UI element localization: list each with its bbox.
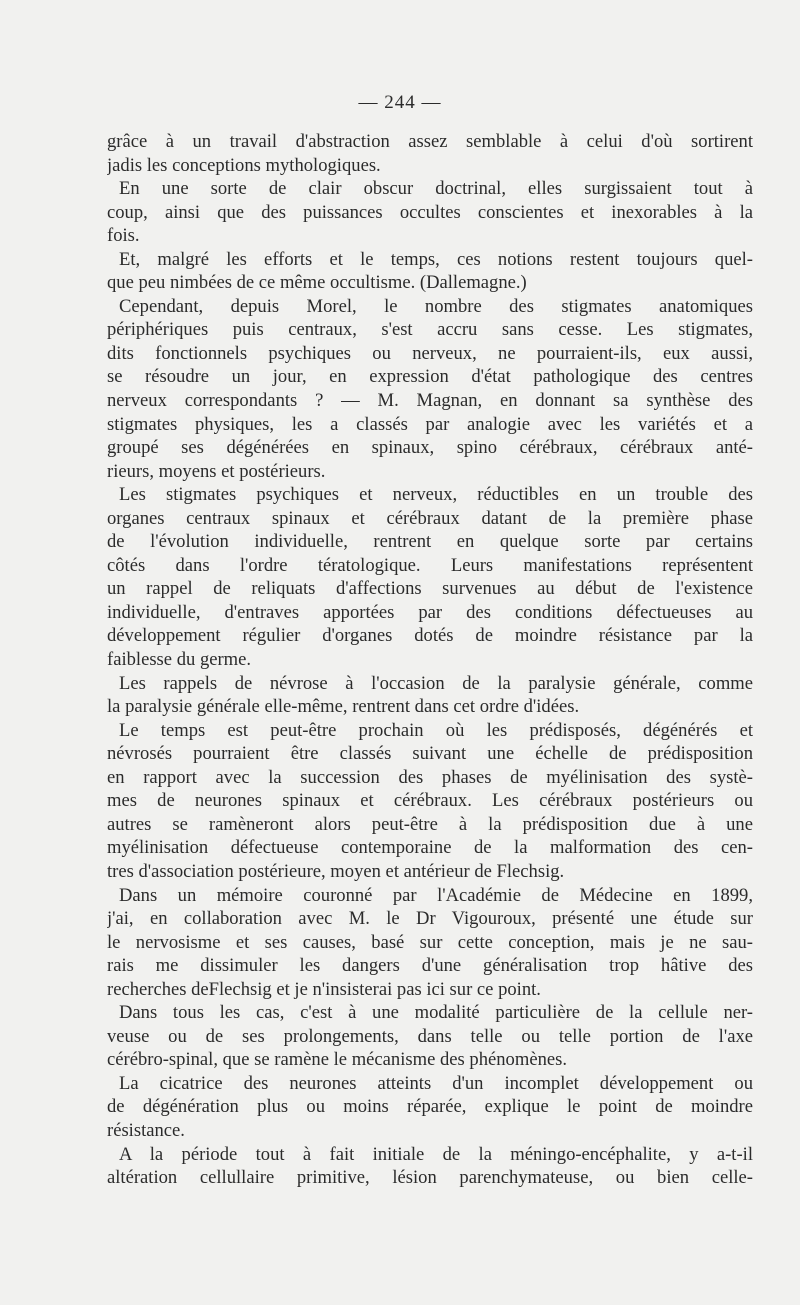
text-line: j'ai, en collaboration avec M. le Dr Vigouroux, présenté une étude sur [107,908,753,930]
text-line: Et, malgré les efforts et le temps, ces notions restent toujours quel- [119,248,753,270]
text-line: que peu nimbées de ce même occultisme. (Dallemagne.) [107,272,527,294]
text-line: individuelle, d'entraves apportées par des conditions défectueuses au [107,601,753,623]
text-line: recherches deFlechsig et je n'insisterai pas ici sur ce point. [107,978,541,1000]
text-line: un rappel de reliquats d'affections survenues au début de l'existence [107,578,753,600]
text-line: Le temps est peut-être prochain où les prédisposés, dégénérés et [119,719,753,741]
text-line: le nervosisme et ses causes, basé sur cette conception, mais je ne sau- [107,931,753,953]
text-line: grâce à un travail d'abstraction assez semblable à celui d'où sortirent [107,131,753,152]
text-line: la paralysie générale elle-même, rentrent dans cet ordre d'idées. [107,696,580,718]
text-line: côtés dans l'ordre tératologique. Leurs manifestations représentent [107,554,753,576]
text-line: autres se ramèneront alors peut-être à la prédisposition due à une [107,813,753,835]
text-line: mes de neurones spinaux et cérébraux. Les cérébraux postérieurs ou [107,790,753,812]
text-line: La cicatrice des neurones atteints d'un incomplet développement ou [119,1072,753,1094]
page-number: — 244 — [358,92,442,113]
text-line: Les stigmates psychiques et nerveux, réductibles en un trouble des [119,484,753,506]
text-line: Cependant, depuis Morel, le nombre des stigmates anatomiques [119,295,753,317]
text-line: cérébro-spinal, que se ramène le mécanisme des phénomènes. [107,1049,568,1071]
text-line: groupé ses dégénérées en spinaux, spino cérébraux, cérébraux anté- [107,437,753,459]
text-line: A la période tout à fait initiale de la méningo-encéphalite, y a-t-il [119,1143,753,1165]
text-line: de l'évolution individuelle, rentrent en quelque sorte par certains [107,531,753,553]
text-line: Dans tous les cas, c'est à une modalité particulière de la cellule ner- [119,1002,753,1024]
text-line: Les rappels de névrose à l'occasion de la paralysie générale, comme [119,672,753,694]
text-line: se résoudre un jour, en expression d'état pathologique des centres [107,366,753,388]
text-line: altération cellullaire primitive, lésion parenchymateuse, ou bien celle- [107,1167,753,1189]
text-line: En une sorte de clair obscur doctrinal, elles surgissaient tout à [119,178,753,200]
text-line: dits fonctionnels psychiques ou nerveux, ne pourraient-ils, eux aussi, [107,342,753,364]
text-line: veuse ou de ses prolongements, dans telle ou telle portion de l'axe [107,1025,753,1047]
text-line: en rapport avec la succession des phases de myélinisation des systè- [107,766,753,788]
text-line: stigmates physiques, les a classés par analogie avec les variétés et a [107,413,753,435]
text-line: périphériques puis centraux, s'est accru sans cesse. Les stigmates, [107,319,753,341]
text-line: organes centraux spinaux et cérébraux datant de la première phase [107,507,753,529]
text-line: rais me dissimuler les dangers d'une généralisation trop hâtive des [107,955,753,977]
text-line: faiblesse du germe. [107,649,252,671]
text-line: fois. [107,225,140,247]
text-line: de dégénération plus ou moins réparée, explique le point de moindre [107,1096,753,1118]
text-line: myélinisation défectueuse contemporaine de la malformation des cen- [107,837,753,859]
text-line: névrosés pourraient être classés suivant une échelle de prédisposition [107,743,753,765]
text-line: rieurs, moyens et postérieurs. [107,460,326,482]
text-line: Dans un mémoire couronné par l'Académie de Médecine en 1899, [119,884,753,906]
text-line: nerveux correspondants ? — M. Magnan, en donnant sa synthèse des [107,390,753,412]
body-text [107,130,753,1190]
text-line: résistance. [107,1119,185,1141]
text-line: coup, ainsi que des puissances occultes conscientes et inexorables à la [107,201,753,223]
text-line: tres d'association postérieure, moyen et antérieur de Flechsig. [107,860,565,882]
text-line: jadis les conceptions mythologiques. [107,154,381,176]
text-line: développement régulier d'organes dotés de moindre résistance par la [107,625,753,647]
